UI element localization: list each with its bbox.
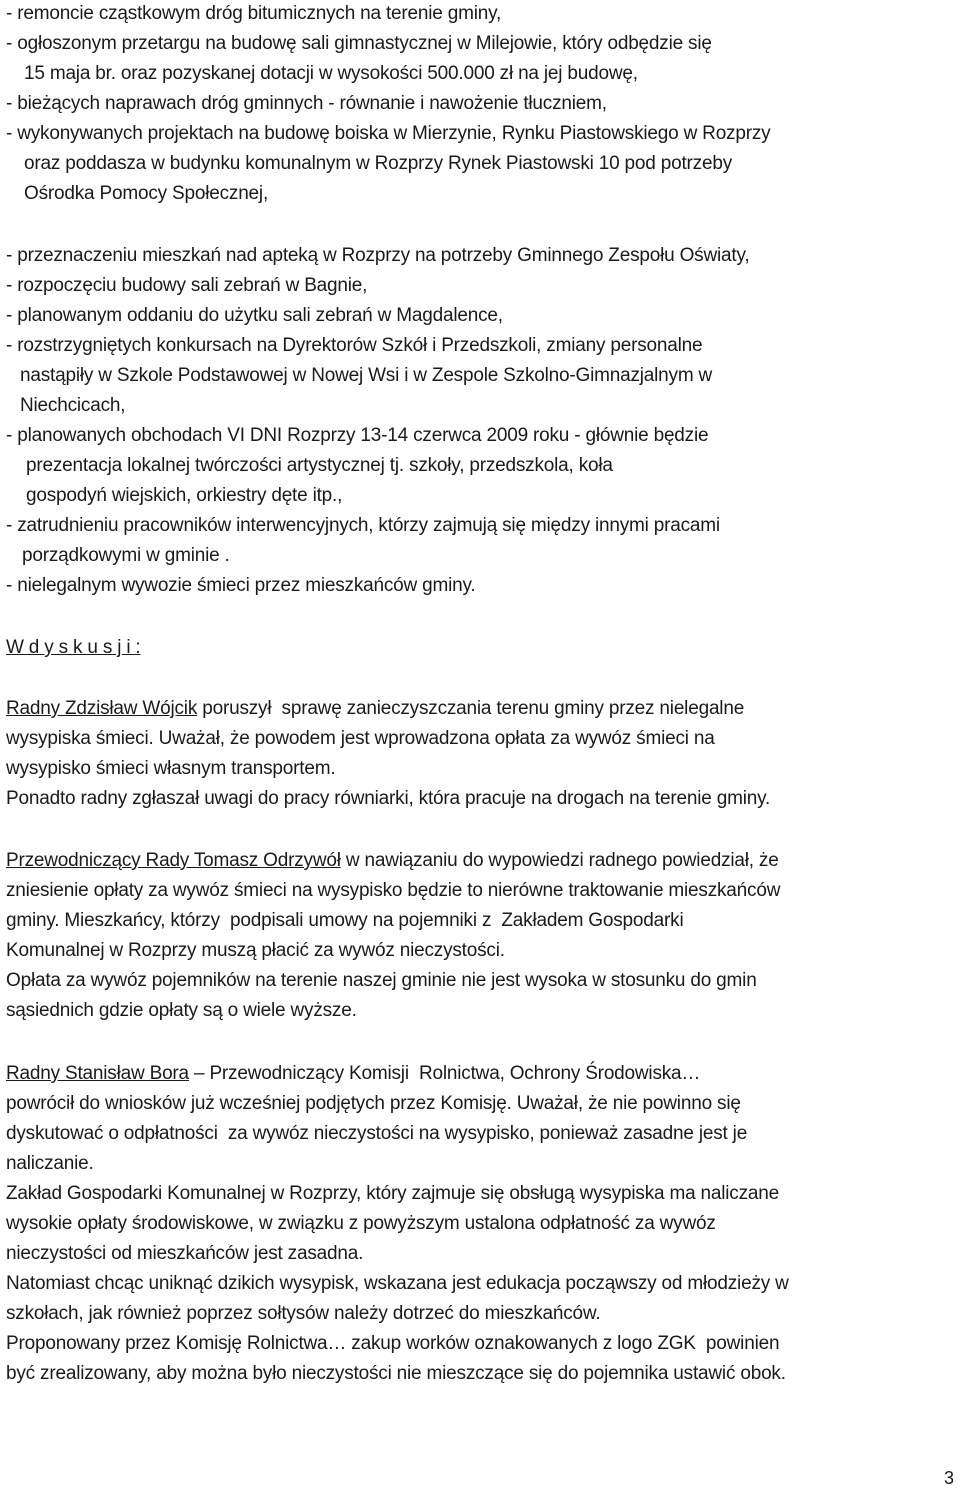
paragraph-line: naliczanie. xyxy=(6,1153,94,1174)
list-item: - wykonywanych projektach na budowę boiska w Mierzynie, Rynku Piastowskiego w Rozprzy xyxy=(6,123,771,144)
paragraph-line: wysypiska śmieci. Uważał, że powodem jest wprowadzona opłata za wywóz śmieci na xyxy=(6,728,715,749)
list-item-continuation: Niechcicach, xyxy=(20,395,126,416)
speaker-name: Radny Zdzisław Wójcik xyxy=(6,698,198,719)
list-item-continuation: nastąpiły w Szkole Podstawowej w Nowej Wsi i w Zespole Szkolno-Gimnazjalnym w xyxy=(20,365,713,386)
list-item: - zatrudnieniu pracowników interwencyjnych, którzy zajmują się między innymi pracami xyxy=(6,515,720,536)
speaker-name: Radny Stanisław Bora xyxy=(6,1063,189,1084)
list-item: - nielegalnym wywozie śmieci przez mieszkańców gminy. xyxy=(6,575,476,596)
paragraph-line: wysypisko śmieci własnym transportem. xyxy=(6,758,336,779)
paragraph-line: powrócił do wniosków już wcześniej podjętych przez Komisję. Uważał, że nie powinno się xyxy=(6,1093,741,1114)
paragraph-line: zniesienie opłaty za wywóz śmieci na wysypisko będzie to nierówne traktowanie mieszkańców xyxy=(6,880,781,901)
list-item: - rozstrzygniętych konkursach na Dyrektorów Szkół i Przedszkoli, zmiany personalne xyxy=(6,335,703,356)
list-item: - rozpoczęciu budowy sali zebrań w Bagnie, xyxy=(6,275,368,296)
paragraph-line: wysokie opłaty środowiskowe, w związku z powyższym ustalona odpłatność za wywóz xyxy=(6,1213,716,1234)
list-item: - ogłoszonym przetargu na budowę sali gimnastycznej w Milejowie, który odbędzie się xyxy=(6,33,712,54)
paragraph-line: szkołach, jak również poprzez sołtysów należy dotrzeć do mieszkańców. xyxy=(6,1303,601,1324)
list-item-continuation: porządkowymi w gminie . xyxy=(22,545,230,566)
paragraph-line: dyskutować o odpłatności za wywóz nieczystości na wysypisko, ponieważ zasadne jest je xyxy=(6,1123,748,1144)
page-number: 3 xyxy=(944,1468,955,1488)
list-item-continuation: 15 maja br. oraz pozyskanej dotacji w wysokości 500.000 zł na jej budowę, xyxy=(24,63,638,84)
paragraph-line: Zakład Gospodarki Komunalnej w Rozprzy, który zajmuje się obsługą wysypiska ma naliczane xyxy=(6,1183,780,1204)
list-item-continuation: gospodyń wiejskich, orkiestry dęte itp., xyxy=(26,485,343,506)
paragraph-line: sąsiednich gdzie opłaty są o wiele wyższe. xyxy=(6,1000,357,1021)
paragraph-line: Radny Zdzisław Wójcik poruszył sprawę zanieczyszczania terenu gminy przez nielegalne xyxy=(6,698,745,719)
paragraph-line: gminy. Mieszkańcy, którzy podpisali umowy na pojemniki z Zakładem Gospodarki xyxy=(6,910,684,931)
paragraph-line: Proponowany przez Komisję Rolnictwa… zakup worków oznakowanych z logo ZGK powinien xyxy=(6,1333,780,1354)
list-item: - bieżących naprawach dróg gminnych - równanie i nawożenie tłuczniem, xyxy=(6,93,607,114)
paragraph-line: Opłata za wywóz pojemników na terenie naszej gminie nie jest wysoka w stosunku do gmin xyxy=(6,970,757,991)
list-item-continuation: oraz poddasza w budynku komunalnym w Rozprzy Rynek Piastowski 10 pod potrzeby xyxy=(24,153,733,174)
list-item: - planowanych obchodach VI DNI Rozprzy 13-14 czerwca 2009 roku - głównie będzie xyxy=(6,425,709,446)
speaker-name: Przewodniczący Rady Tomasz Odrzywół xyxy=(6,850,341,871)
paragraph-line: Radny Stanisław Bora – Przewodniczący Komisji Rolnictwa, Ochrony Środowiska… xyxy=(6,1063,701,1084)
paragraph-line: Natomiast chcąc uniknąć dzikich wysypisk, wskazana jest edukacja począwszy od młodzieży w xyxy=(6,1273,789,1294)
paragraph-line: Przewodniczący Rady Tomasz Odrzywół w nawiązaniu do wypowiedzi radnego powiedział, że xyxy=(6,850,779,871)
paragraph-line: Komunalnej w Rozprzy muszą płacić za wywóz nieczystości. xyxy=(6,940,505,961)
list-item: - planowanym oddaniu do użytku sali zebrań w Magdalence, xyxy=(6,305,503,326)
list-item: - przeznaczeniu mieszkań nad apteką w Rozprzy na potrzeby Gminnego Zespołu Oświaty, xyxy=(6,245,750,266)
paragraph-line: Ponadto radny zgłaszał uwagi do pracy równiarki, która pracuje na drogach na terenie gminy. xyxy=(6,788,771,809)
list-item: - remoncie cząstkowym dróg bitumicznych na terenie gminy, xyxy=(6,3,502,24)
paragraph-line: być zrealizowany, aby można było nieczystości nie mieszczące się do pojemnika ustawić obok. xyxy=(6,1363,786,1384)
list-item-continuation: Ośrodka Pomocy Społecznej, xyxy=(24,183,269,204)
paragraph-line: nieczystości od mieszkańców jest zasadna. xyxy=(6,1243,364,1264)
section-heading: W d y s k u s j i : xyxy=(6,637,141,658)
list-item-continuation: prezentacja lokalnej twórczości artystycznej tj. szkoły, przedszkola, koła xyxy=(26,455,613,476)
